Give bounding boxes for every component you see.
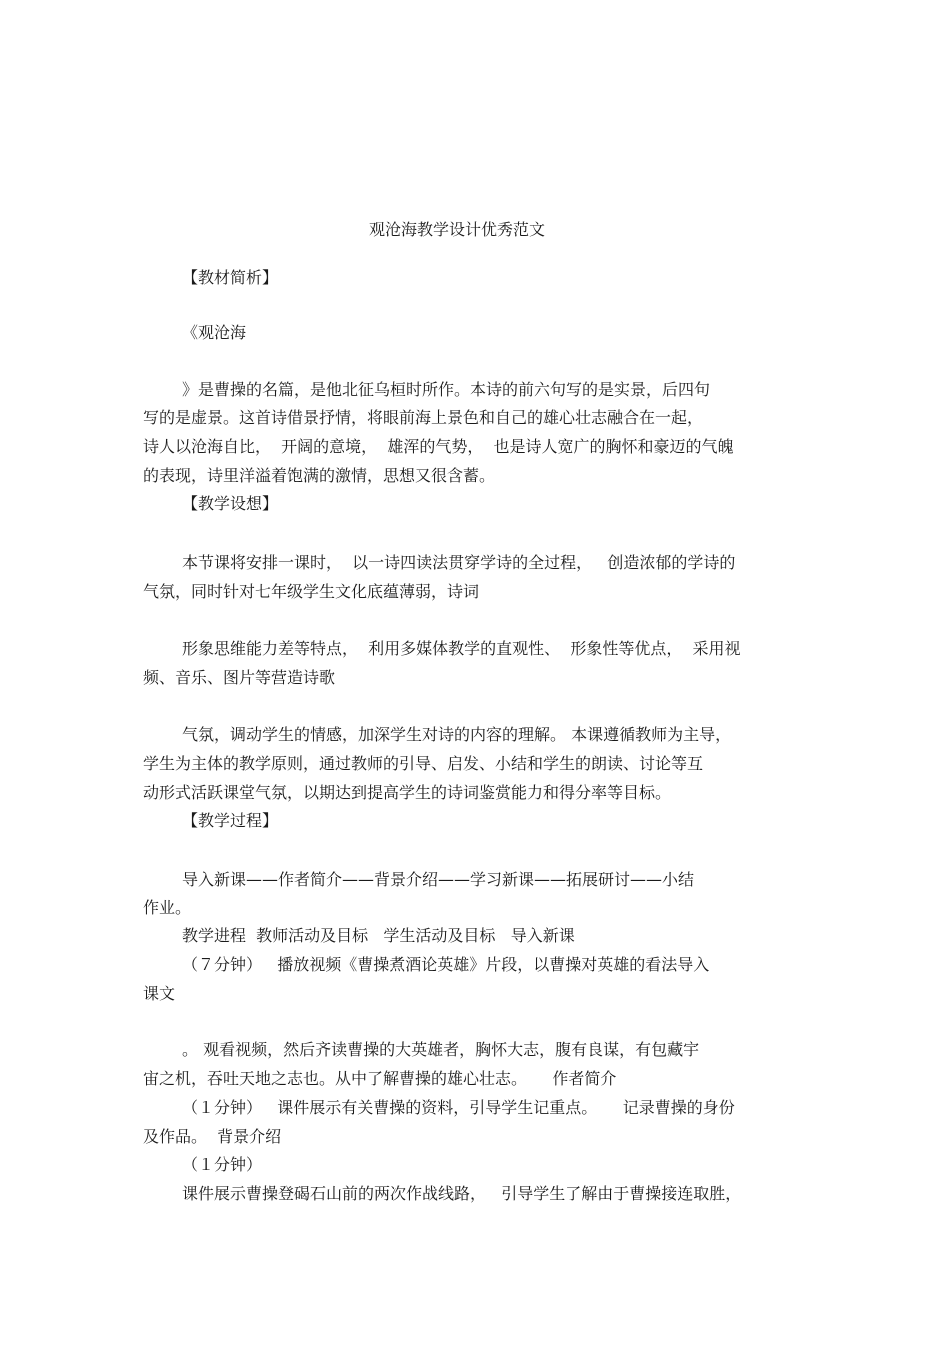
paragraph-line: 教学进程 教师活动及目标 学生活动及目标 导入新课 [182, 926, 575, 945]
section-heading-teaching-process: 【教学过程】 [182, 811, 279, 830]
paragraph-line: 的表现，诗里洋溢着饱满的激情，思想又很含蓄。 [143, 466, 496, 485]
paragraph-line: 课件展示曹操登碣石山前的两次作战线路， 引导学生了解由于曹操接连取胜， [182, 1184, 742, 1203]
paragraph-line: 。 观看视频，然后齐读曹操的大英雄者，胸怀大志，腹有良谋，有包藏宇 [182, 1040, 700, 1059]
paragraph-line: 动形式活跃课堂气氛，以期达到提高学生的诗词鉴赏能力和得分率等目标。 [143, 783, 672, 802]
paragraph-line: 学生为主体的教学原则，通过教师的引导、启发、小结和学生的朗读、讨论等互 [143, 754, 704, 773]
section-heading-teaching-idea: 【教学设想】 [182, 494, 279, 513]
paragraph-line: 《观沧海 [182, 323, 247, 342]
paragraph-line: 导入新课——作者简介——背景介绍——学习新课——拓展研讨——小结 [182, 870, 695, 889]
paragraph-line: 宙之机，吞吐天地之志也。从中了解曹操的雄心壮志。 作者简介 [143, 1069, 617, 1088]
paragraph-line: （７分钟） 播放视频《曹操煮酒论英雄》片段，以曹操对英雄的看法导入 [182, 955, 710, 974]
paragraph-line: 气氛，调动学生的情感，加深学生对诗的内容的理解。 本课遵循教师为主导， [182, 725, 732, 744]
paragraph-line: 形象思维能力差等特点， 利用多媒体教学的直观性、 形象性等优点， 采用视 [182, 639, 741, 658]
paragraph-line: 本节课将安排一课时， 以一诗四读法贯穿学诗的全过程， 创造浓郁的学诗的 [182, 553, 736, 572]
paragraph-line: （１分钟） [182, 1155, 263, 1174]
paragraph-line: 频、音乐、图片等营造诗歌 [143, 668, 336, 687]
paragraph-line: 诗人以沧海自比， 开阔的意境， 雄浑的气势， 也是诗人宽广的胸怀和豪迈的气魄 [143, 437, 734, 456]
paragraph-line: 写的是虚景。这首诗借景抒情，将眼前海上景色和自己的雄心壮志融合在一起， [143, 408, 704, 427]
paragraph-line: 》是曹操的名篇，是他北征乌桓时所作。本诗的前六句写的是实景，后四句 [182, 380, 711, 399]
paragraph-line: 作业。 [143, 898, 192, 917]
paragraph-line: 课文 [143, 984, 176, 1003]
section-heading-textbook-analysis: 【教材简析】 [182, 268, 279, 287]
paragraph-line: （１分钟） 课件展示有关曹操的资料，引导学生记重点。 记录曹操的身份 [182, 1098, 735, 1117]
paragraph-line: 及作品。 背景介绍 [143, 1127, 282, 1146]
document-title: 观沧海教学设计优秀范文 [369, 220, 546, 239]
paragraph-line: 气氛，同时针对七年级学生文化底蕴薄弱，诗词 [143, 582, 480, 601]
